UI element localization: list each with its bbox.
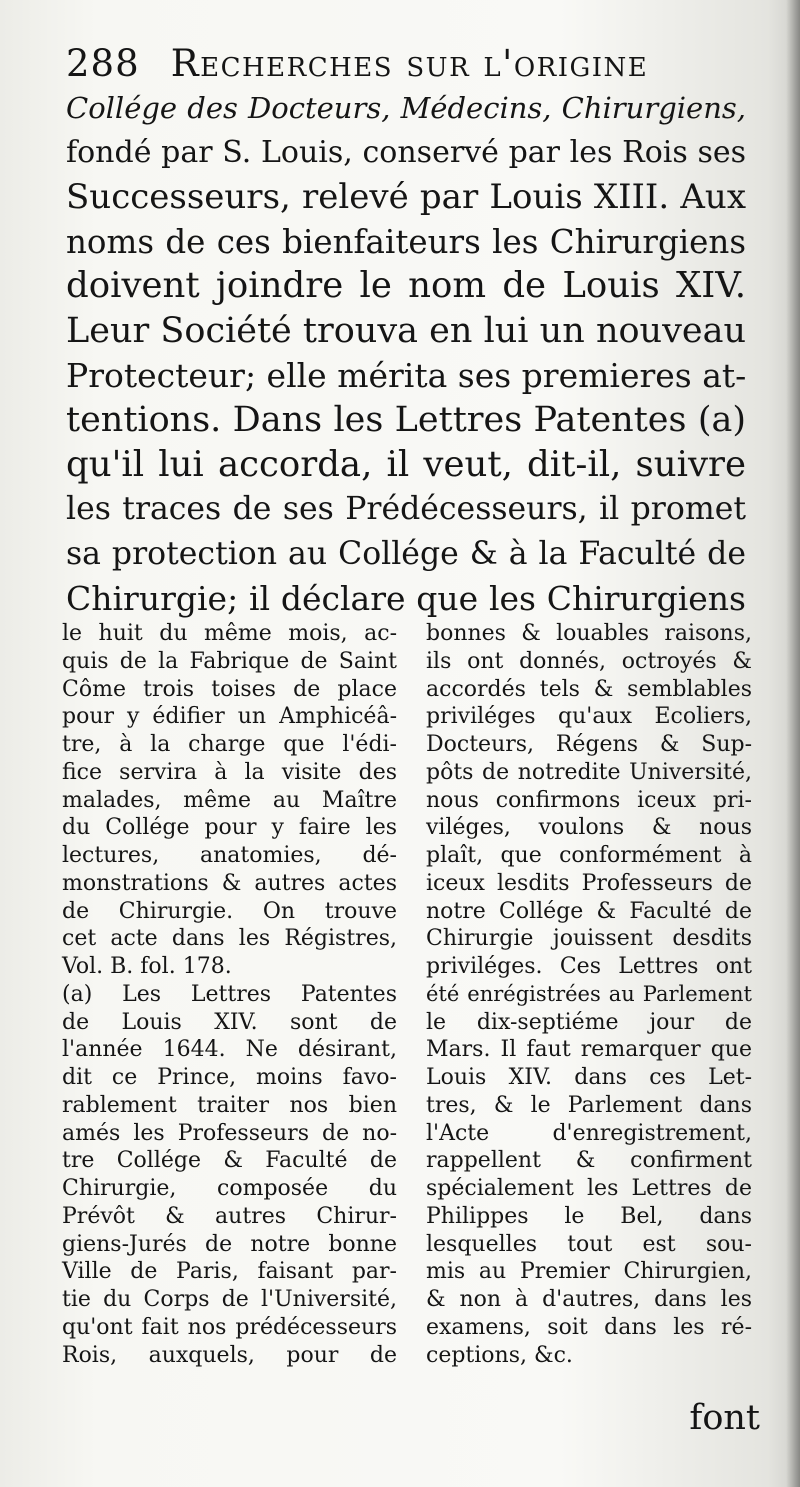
- text-line: doivent joindre le nom de Louis XIV.: [66, 265, 746, 307]
- footnote-line: Chirurgie jouissent desdits: [426, 926, 752, 952]
- footnote-line: mis au Premier Chirurgien,: [426, 1259, 752, 1285]
- footnote-line: Mars. Il faut remarquer que: [426, 1037, 752, 1063]
- footnote-line: tres, & le Parlement dans: [426, 1092, 752, 1118]
- footnote-line: Rois, auxquels, pour de: [62, 1342, 397, 1368]
- footnote-line: lesquelles tout est sou-: [426, 1231, 752, 1257]
- footnote-line: du Collége pour y faire les: [62, 815, 397, 841]
- footnote-line: monstrations & autres actes: [62, 870, 397, 896]
- footnote-line: pôts de notredite Université,: [426, 759, 752, 785]
- footnote-line: tre, à la charge que l'édi-: [62, 732, 397, 757]
- footnote-line: ceptions, &c.: [426, 1342, 573, 1368]
- footnote-line: priviléges qu'aux Ecoliers,: [426, 704, 752, 730]
- text-line: les traces de ses Prédécesseurs, il promet: [66, 491, 746, 528]
- footnote-line: rappellent & confirment: [426, 1148, 752, 1174]
- footnote-line: lectures, anatomies, dé-: [62, 843, 397, 868]
- text-line: Chirurgie; il déclare que les Chirurgiens: [66, 578, 746, 618]
- text-line: Leur Société trouva en lui un nouveau: [66, 310, 746, 351]
- footnote-line: fice servira à la visite des: [62, 759, 397, 785]
- footnote-column-left: [62, 620, 397, 1369]
- footnote-line: le dix-septiéme jour de: [426, 1009, 752, 1035]
- main-text-block: [66, 86, 746, 621]
- footnote-line: tre Collége & Faculté de: [62, 1148, 397, 1174]
- footnote-line: tie du Corps de l'Université,: [62, 1287, 397, 1312]
- footnote-line: l'année 1644. Ne désirant,: [62, 1037, 397, 1063]
- footnote-line: notre Collége & Faculté de: [426, 898, 752, 924]
- footnote-line: de Chirurgie. On trouve: [62, 898, 397, 924]
- footnote-line: qu'ont fait nos prédécesseurs: [62, 1314, 397, 1340]
- footnote-line: priviléges. Ces Lettres ont: [426, 954, 752, 979]
- text-line: Successeurs, relevé par Louis XIII. Aux: [66, 177, 746, 218]
- footnote-line: bonnes & louables raisons,: [426, 621, 752, 646]
- footnote-line: pour y édifier un Amphicéâ-: [62, 704, 397, 730]
- footnote-line: l'Acte d'enregistrement,: [426, 1120, 752, 1146]
- text-line: qu'il lui accorda, il veut, dit-il, suivre: [66, 443, 746, 485]
- footnote-line: viléges, voulons & nous: [426, 815, 752, 841]
- footnote-line: cet acte dans les Régistres,: [62, 926, 397, 952]
- footnote-column-right: [426, 620, 752, 1369]
- page-number: 288: [66, 42, 140, 85]
- running-title: Recherches sur l'origine: [170, 42, 649, 85]
- footnote-line: & non à d'autres, dans les: [426, 1287, 752, 1312]
- footnote-line: Docteurs, Régens & Sup-: [426, 732, 752, 757]
- footnote-line: iceux lesdits Professeurs de: [426, 870, 752, 896]
- footnote-line: malades, même au Maître: [62, 787, 397, 813]
- footnote-line: plaît, que conformément à: [426, 843, 752, 868]
- footnote-line: Prévôt & autres Chirur-: [62, 1203, 397, 1229]
- footnote-line: dit ce Prince, moins favo-: [62, 1065, 397, 1090]
- footnote-line: Ville de Paris, faisant par-: [62, 1259, 397, 1285]
- footnote-line: Philippes le Bel, dans: [426, 1203, 752, 1229]
- text-line: tentions. Dans les Lettres Patentes (a): [66, 400, 746, 441]
- catchword: font: [689, 1398, 760, 1438]
- footnote-line: Chirurgie, composée du: [62, 1176, 397, 1201]
- footnote-line: de Louis XIV. sont de: [62, 1009, 397, 1035]
- page-header: [66, 42, 766, 90]
- footnote-line: Vol. B. fol. 178.: [62, 954, 232, 979]
- footnote-line: (a) Les Lettres Patentes: [62, 981, 397, 1007]
- footnote-line: été enrégistrées au Parlement: [426, 981, 752, 1006]
- footnote-line: amés les Professeurs de no-: [62, 1120, 397, 1146]
- footnote-line: giens-Jurés de notre bonne: [62, 1231, 397, 1257]
- footnote-line: spécialement les Lettres de: [426, 1176, 752, 1201]
- footnote-line: rablement traiter nos bien: [62, 1092, 397, 1118]
- footnote-line: quis de la Fabrique de Saint: [62, 648, 397, 674]
- text-line: Collége des Docteurs, Médecins, Chirurgiens,: [66, 91, 746, 125]
- footnote-line: accordés tels & semblables: [426, 676, 752, 702]
- footnote-line: ils ont donnés, octroyés &: [426, 648, 752, 674]
- text-line: fondé par S. Louis, conservé par les Rois ses: [66, 134, 746, 170]
- footnote-line: Côme trois toises de place: [62, 676, 397, 702]
- footnote-line: examens, soit dans les ré-: [426, 1314, 752, 1340]
- text-line: sa protection au Collége & à la Faculté de: [66, 535, 746, 572]
- footnote-line: nous confirmons iceux pri-: [426, 787, 752, 813]
- text-line: noms de ces bienfaiteurs les Chirurgiens: [66, 222, 746, 261]
- text-line: Protecteur; elle mérita ses premieres at-: [66, 355, 747, 395]
- footnote-line: Louis XIV. dans ces Let-: [426, 1065, 752, 1090]
- footnote-line: le huit du même mois, ac-: [62, 621, 397, 646]
